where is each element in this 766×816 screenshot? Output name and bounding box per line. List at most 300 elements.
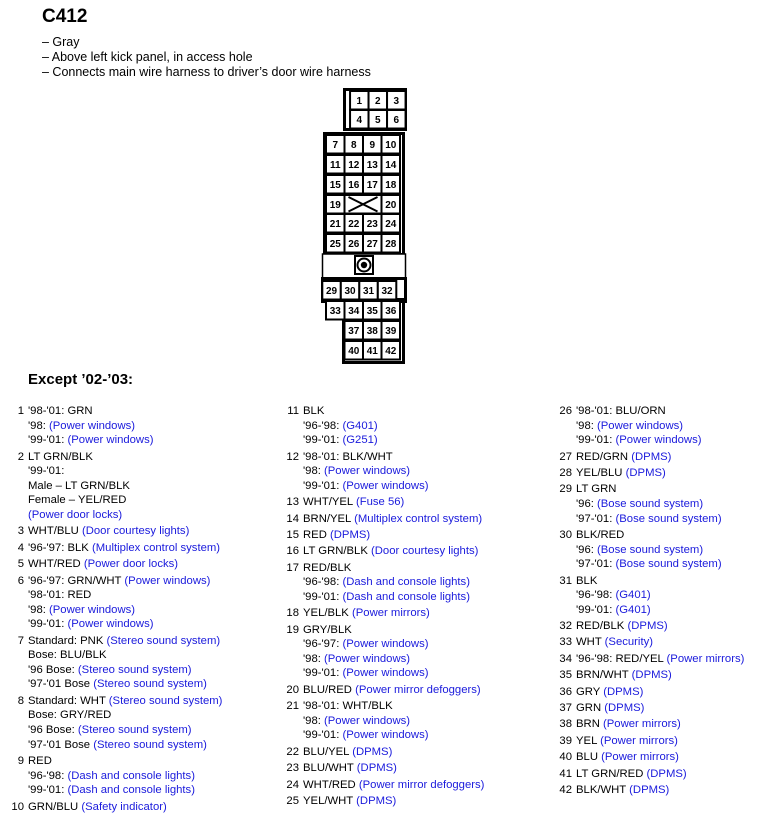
pin-entry-6 xyxy=(4,574,274,634)
pin-detail-line xyxy=(28,419,154,434)
pin-entry-27 xyxy=(552,450,764,466)
pin-detail-line xyxy=(28,648,220,663)
pin-detail-line xyxy=(576,783,669,798)
cavity-number: 35 xyxy=(366,306,378,317)
pin-entry-20 xyxy=(279,683,554,699)
pin-number: 30 xyxy=(559,528,572,541)
pin-number: 19 xyxy=(286,623,299,636)
pin-detail-line xyxy=(28,433,154,448)
system-reference: (Power mirrors) xyxy=(351,607,430,620)
pin-entry-39 xyxy=(552,734,764,750)
wire-text: GRY xyxy=(576,685,604,698)
wire-text: LT GRN/BLK xyxy=(303,545,372,558)
pin-number: 26 xyxy=(559,405,572,417)
wire-text: BLU xyxy=(576,751,602,764)
pin-detail-line xyxy=(28,708,222,723)
cavity-number: 6 xyxy=(393,115,400,126)
pin-entry-17 xyxy=(279,561,554,607)
system-reference: (G401) xyxy=(615,603,651,616)
wire-text: '99-'01: xyxy=(576,434,616,447)
cavity-number: 18 xyxy=(385,180,397,191)
wire-text: '99-'01: xyxy=(303,729,343,742)
pin-entry-13 xyxy=(279,495,554,511)
wire-text: '99-'01: xyxy=(28,465,65,478)
pin-detail-line xyxy=(28,694,222,709)
pin-details xyxy=(303,699,429,745)
wire-text: '97-'01 Bose xyxy=(28,678,94,691)
pin-entry-1 xyxy=(4,404,274,450)
pin-entry-32 xyxy=(552,619,764,635)
pin-details xyxy=(576,619,668,635)
pin-detail-line xyxy=(28,464,130,479)
pin-detail-line xyxy=(28,450,130,465)
pin-number: 9 xyxy=(17,755,24,768)
pin-detail-line xyxy=(28,574,210,589)
pin-details xyxy=(28,800,167,816)
cavity-number: 9 xyxy=(369,140,376,151)
cavity-number: 31 xyxy=(362,286,375,297)
pin-detail-line xyxy=(28,557,178,572)
system-reference: (Power windows) xyxy=(342,479,429,492)
system-reference: (Power mirrors) xyxy=(603,718,681,731)
system-reference: (Power windows) xyxy=(324,714,411,727)
pin-number: 34 xyxy=(559,652,572,665)
pin-details xyxy=(303,761,397,777)
pin-details xyxy=(576,701,644,717)
pin-detail-line xyxy=(576,466,666,481)
system-reference: (DPMS) xyxy=(629,784,670,796)
pin-number: 41 xyxy=(559,767,572,780)
wire-text: '98-'01: BLU/ORN xyxy=(576,405,666,417)
system-reference: (Stereo sound system) xyxy=(93,738,207,751)
pin-detail-line xyxy=(303,575,470,590)
pin-entry-37 xyxy=(552,701,764,717)
wire-text: BLK/WHT xyxy=(576,784,630,796)
pin-number: 17 xyxy=(286,561,299,574)
note-location: – Above left kick panel, in access hole xyxy=(42,50,253,64)
pin-entry-14 xyxy=(279,512,554,528)
cavity-number: 41 xyxy=(366,346,378,357)
cavity-number: 13 xyxy=(366,160,378,171)
wire-text: WHT xyxy=(576,636,605,649)
pin-detail-line xyxy=(303,479,429,494)
cavity-number: 17 xyxy=(366,180,378,191)
pin-details xyxy=(576,450,671,466)
pin-number: 32 xyxy=(559,620,572,633)
pin-entry-21 xyxy=(279,699,554,745)
pin-entry-4 xyxy=(4,541,274,557)
system-reference: (Stereo sound system) xyxy=(106,634,221,647)
wire-text: '96: xyxy=(576,543,597,556)
pin-detail-line xyxy=(303,464,429,479)
wire-text: YEL xyxy=(576,734,601,747)
system-reference: (Power windows) xyxy=(49,419,136,432)
pin-details xyxy=(303,528,370,544)
pin-entry-7 xyxy=(4,634,274,694)
wire-text: GRY/BLK xyxy=(303,623,352,636)
wire-text: '96-'98: RED/YEL xyxy=(576,652,667,665)
system-reference: (DPMS) xyxy=(356,795,397,807)
pin-detail-line xyxy=(303,745,392,760)
pin-detail-line xyxy=(576,619,668,634)
wire-text: '98: xyxy=(28,419,49,432)
system-reference: (DPMS) xyxy=(330,528,371,541)
pin-detail-line xyxy=(28,754,195,769)
pin-entry-15 xyxy=(279,528,554,544)
system-reference: (Power windows) xyxy=(124,574,211,587)
pinout-column-3 xyxy=(552,404,764,799)
wire-text: RED xyxy=(28,755,52,768)
pin-number: 20 xyxy=(286,683,299,696)
note-color: – Gray xyxy=(42,35,80,49)
wire-text: Female – YEL/RED xyxy=(28,494,127,507)
cavity-number: 37 xyxy=(348,326,360,337)
system-reference: (Bose sound system) xyxy=(615,558,722,571)
pin-entry-2 xyxy=(4,450,274,525)
wire-text: BLU/WHT xyxy=(303,762,357,775)
pin-details xyxy=(28,754,195,800)
system-reference: (Power windows) xyxy=(324,652,411,665)
pin-details xyxy=(576,750,679,766)
pin-number: 10 xyxy=(11,800,24,813)
pin-number: 11 xyxy=(287,405,299,417)
wire-text: YEL/BLU xyxy=(576,466,626,479)
system-reference: (Power windows) xyxy=(597,419,684,432)
pin-detail-line xyxy=(28,634,220,649)
pin-number: 5 xyxy=(17,558,24,571)
pin-entry-36 xyxy=(552,685,764,701)
system-reference: (Dash and console lights) xyxy=(67,769,195,782)
wire-text: '98-'01: WHT/BLK xyxy=(303,700,393,713)
pin-details xyxy=(576,652,744,668)
pin-detail-line xyxy=(28,723,222,738)
pin-number: 37 xyxy=(559,702,572,715)
pin-number: 12 xyxy=(286,450,299,463)
system-reference: (Safety indicator) xyxy=(81,800,167,813)
cavity-number: 11 xyxy=(329,160,341,171)
pin-details xyxy=(303,404,378,450)
system-reference: (Power mirrors) xyxy=(601,751,679,764)
pin-detail-line xyxy=(303,637,429,652)
pin-details xyxy=(303,561,470,607)
connector-title: C412 xyxy=(42,6,88,27)
wire-text: '99-'01: xyxy=(303,434,343,447)
pin-detail-line xyxy=(576,497,722,512)
pin-entry-12 xyxy=(279,450,554,496)
system-reference: (DPMS) xyxy=(356,762,397,775)
wire-text: '99-'01: xyxy=(28,434,68,447)
pin-detail-line xyxy=(576,528,722,543)
pin-details xyxy=(576,668,672,684)
pin-detail-line xyxy=(576,588,651,603)
system-reference: (G401) xyxy=(342,419,378,432)
wire-text: BRN/WHT xyxy=(576,669,632,682)
pin-detail-line xyxy=(28,769,195,784)
pin-detail-line xyxy=(28,588,210,603)
cavity-number: 16 xyxy=(348,180,360,191)
wire-text: LT GRN xyxy=(576,483,617,496)
pin-details xyxy=(576,482,722,528)
system-reference: (Bose sound system) xyxy=(615,512,722,525)
cavity-number: 1 xyxy=(356,96,363,107)
pin-entry-29 xyxy=(552,482,764,528)
pin-detail-line xyxy=(28,404,154,419)
wire-text: BRN/YEL xyxy=(303,512,355,525)
pin-detail-line xyxy=(576,603,651,618)
pin-details xyxy=(28,557,178,573)
pin-detail-line xyxy=(576,767,687,782)
pin-number: 27 xyxy=(559,450,572,463)
pin-entry-35 xyxy=(552,668,764,684)
wire-text: '96-'98: xyxy=(28,769,68,782)
pin-number: 38 xyxy=(559,718,572,731)
cavity-number: 28 xyxy=(385,239,397,250)
system-reference: (G401) xyxy=(615,589,651,602)
pin-detail-line xyxy=(303,606,430,621)
cavity-number: 4 xyxy=(356,115,363,126)
cavity-number: 34 xyxy=(348,306,360,317)
wire-text: Standard: PNK xyxy=(28,634,107,647)
pin-number: 21 xyxy=(286,700,299,713)
pin-detail-line xyxy=(28,541,220,556)
pin-detail-line xyxy=(576,717,681,732)
system-reference: (Multiplex control system) xyxy=(91,541,221,554)
pin-detail-line xyxy=(303,666,429,681)
pin-entry-9 xyxy=(4,754,274,800)
pin-detail-line xyxy=(28,493,130,508)
pin-entry-28 xyxy=(552,466,764,482)
pin-details xyxy=(303,544,478,560)
system-reference: (Power windows) xyxy=(342,729,429,742)
pin-number: 8 xyxy=(17,694,24,707)
pin-number: 33 xyxy=(559,636,572,649)
cavity-number: 19 xyxy=(329,200,341,211)
pin-detail-line xyxy=(576,685,643,700)
pin-details xyxy=(576,783,669,799)
pin-number: 29 xyxy=(559,483,572,496)
pin-details xyxy=(576,528,722,574)
system-reference: (DPMS) xyxy=(604,702,645,715)
cavity-number: 36 xyxy=(385,306,397,317)
wire-text: GRN/BLU xyxy=(28,800,82,813)
pin-entry-24 xyxy=(279,778,554,794)
system-reference: (Power mirrors) xyxy=(666,652,745,665)
cavity-number: 5 xyxy=(375,115,381,126)
wire-text: '99-'01: xyxy=(303,590,343,603)
cavity-number: 26 xyxy=(348,239,360,250)
system-reference: (DPMS) xyxy=(631,669,672,682)
wire-text: RED/BLK xyxy=(576,620,628,633)
pin-entry-22 xyxy=(279,745,554,761)
system-reference: (DPMS) xyxy=(646,767,687,780)
pin-number: 7 xyxy=(17,634,24,647)
pin-entry-26 xyxy=(552,404,764,450)
system-reference: (DPMS) xyxy=(603,685,644,698)
system-reference: (Dash and console lights) xyxy=(67,784,195,797)
pin-detail-line xyxy=(303,652,429,667)
pin-details xyxy=(576,767,687,783)
pin-detail-line xyxy=(303,528,370,543)
wire-text: WHT/YEL xyxy=(303,496,356,509)
cavity-number: 32 xyxy=(381,286,393,297)
pin-entry-38 xyxy=(552,717,764,733)
pin-number: 14 xyxy=(286,512,299,525)
pin-detail-line xyxy=(303,683,481,698)
pin-entry-30 xyxy=(552,528,764,574)
cavity-number: 39 xyxy=(385,326,397,337)
pin-details xyxy=(576,685,643,701)
pin-number: 35 xyxy=(559,669,572,682)
pin-detail-line xyxy=(576,574,651,589)
pin-detail-line xyxy=(28,800,167,815)
system-reference: (Door courtesy lights) xyxy=(371,545,479,558)
pin-detail-line xyxy=(303,450,429,465)
system-reference: (Bose sound system) xyxy=(597,497,704,510)
wire-text: '99-'01: xyxy=(28,618,68,631)
wire-text: '98-'01: GRN xyxy=(28,405,93,417)
lock-hole xyxy=(361,262,367,268)
wire-text: BLU/RED xyxy=(303,683,356,696)
system-reference: (Fuse 56) xyxy=(355,496,405,509)
pin-entry-34 xyxy=(552,652,764,668)
pin-entry-31 xyxy=(552,574,764,620)
pin-entry-23 xyxy=(279,761,554,777)
system-reference: (Stereo sound system) xyxy=(77,724,192,737)
wire-text: BLK xyxy=(576,574,598,587)
system-reference: (DPMS) xyxy=(352,745,393,758)
wire-text: '98: xyxy=(303,714,324,727)
pin-detail-line xyxy=(576,734,678,749)
pin-entry-10 xyxy=(4,800,274,816)
cavity-number: 8 xyxy=(350,140,357,151)
pin-number: 24 xyxy=(286,778,299,791)
pin-entry-33 xyxy=(552,635,764,651)
wire-text: BLK/RED xyxy=(576,528,625,541)
pin-detail-line xyxy=(576,635,653,650)
pin-number: 4 xyxy=(17,541,24,554)
pin-detail-line xyxy=(28,738,222,753)
system-reference: (Bose sound system) xyxy=(597,543,704,556)
system-reference: (Power door locks) xyxy=(28,508,123,521)
pin-number: 31 xyxy=(559,574,572,587)
wire-text: WHT/BLU xyxy=(28,525,82,538)
system-reference: (Power mirrors) xyxy=(600,734,678,747)
wire-text: '99-'01: xyxy=(28,784,68,797)
pin-detail-line xyxy=(28,603,210,618)
pinout-column-1 xyxy=(4,404,274,816)
system-reference: (Power windows) xyxy=(342,638,429,651)
pin-number: 42 xyxy=(559,784,572,796)
wire-text: '96-'98: xyxy=(303,419,343,432)
pin-entry-18 xyxy=(279,606,554,622)
pin-entry-19 xyxy=(279,623,554,683)
cavity-number: 29 xyxy=(325,286,338,297)
pin-entry-11 xyxy=(279,404,554,450)
wire-text: WHT/RED xyxy=(28,558,84,571)
pin-number: 6 xyxy=(17,574,24,587)
pin-number: 36 xyxy=(559,685,572,698)
pin-details xyxy=(303,512,482,528)
cavity-number: 23 xyxy=(366,219,378,230)
wire-text: '97-'01: xyxy=(576,512,616,525)
pin-detail-line xyxy=(576,557,722,572)
wire-text: RED xyxy=(303,528,330,541)
pin-detail-line xyxy=(303,495,404,510)
cavity-number: 40 xyxy=(348,346,360,357)
system-reference: (Power windows) xyxy=(67,618,154,631)
pin-detail-line xyxy=(28,783,195,798)
wire-text: LT GRN/BLK xyxy=(28,450,93,463)
pin-details xyxy=(576,635,653,651)
wire-text: BLK xyxy=(303,405,325,417)
pin-detail-line xyxy=(28,524,189,539)
cavity-number: 14 xyxy=(385,160,397,171)
pin-detail-line xyxy=(303,794,396,809)
pin-number: 2 xyxy=(17,450,24,463)
wire-text: '98: xyxy=(303,652,324,665)
pin-detail-line xyxy=(576,652,744,667)
pin-detail-line xyxy=(303,623,429,638)
system-reference: (Multiplex control system) xyxy=(354,512,483,525)
pin-details xyxy=(576,466,666,482)
system-reference: (Security) xyxy=(604,636,653,649)
pin-details xyxy=(303,683,481,699)
pin-entry-40 xyxy=(552,750,764,766)
wire-text: Male – LT GRN/BLK xyxy=(28,479,130,492)
pin-detail-line xyxy=(576,668,672,683)
pin-number: 1 xyxy=(17,405,24,417)
connector-notes xyxy=(42,35,371,80)
system-reference: (DPMS) xyxy=(627,620,668,633)
cavity-number: 33 xyxy=(329,306,341,317)
pin-detail-line xyxy=(576,512,722,527)
cavity-number: 21 xyxy=(329,219,341,230)
pin-entry-3 xyxy=(4,524,274,540)
system-reference: (Stereo sound system) xyxy=(108,694,223,707)
cavity-number: 42 xyxy=(385,346,397,357)
pin-number: 39 xyxy=(559,734,572,747)
pin-details xyxy=(303,623,429,683)
wire-text: '96-'98: xyxy=(576,589,616,602)
cavity-number: 10 xyxy=(385,140,397,151)
pin-detail-line xyxy=(576,419,702,434)
pinout-heading: Except ’02-’03: xyxy=(28,371,134,388)
pin-detail-line xyxy=(28,617,210,632)
pin-detail-line xyxy=(576,750,679,765)
pin-number: 3 xyxy=(17,525,24,538)
pin-detail-line xyxy=(576,450,671,465)
system-reference: (Dash and console lights) xyxy=(342,590,470,603)
wire-text: Bose: BLU/BLK xyxy=(28,649,107,662)
pin-number: 28 xyxy=(559,466,572,479)
pin-details xyxy=(303,606,430,622)
pin-detail-line xyxy=(303,590,470,605)
pin-detail-line xyxy=(303,561,470,576)
pin-detail-line xyxy=(576,433,702,448)
cavity-number: 30 xyxy=(344,286,356,297)
pin-number: 23 xyxy=(286,762,299,775)
wire-text: WHT/RED xyxy=(303,778,359,791)
cavity-number: 2 xyxy=(375,96,381,107)
wire-text: '96-'97: xyxy=(303,638,343,651)
pin-number: 22 xyxy=(286,745,299,758)
pin-detail-line xyxy=(303,728,429,743)
wire-text: YEL/WHT xyxy=(303,795,357,807)
system-reference: (G251) xyxy=(342,434,378,447)
pin-detail-line xyxy=(28,479,130,494)
wire-text: RED/BLK xyxy=(303,561,352,574)
system-reference: (Power windows) xyxy=(324,465,411,478)
